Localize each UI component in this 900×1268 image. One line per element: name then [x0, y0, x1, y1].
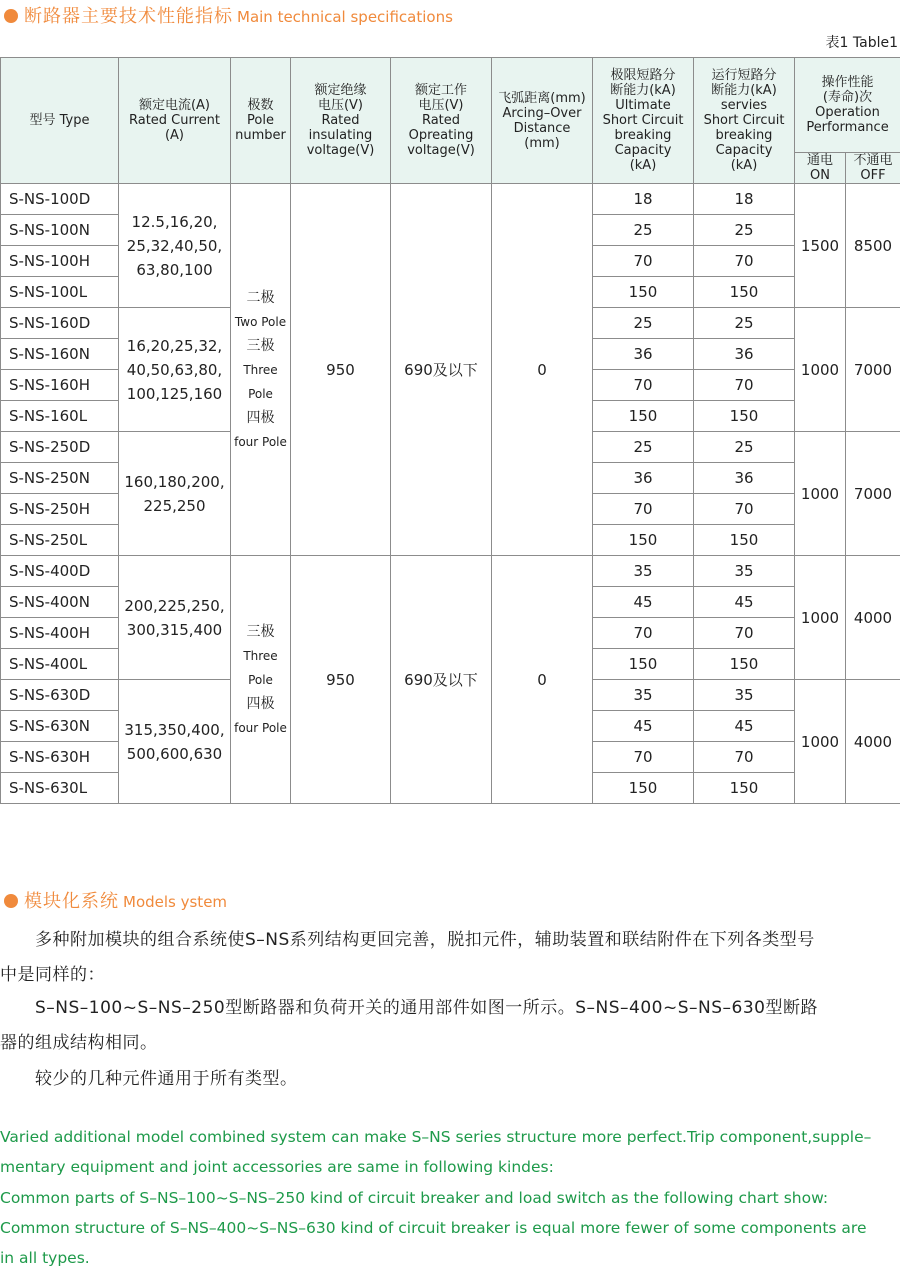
model-cell: S-NS-400H [1, 618, 119, 649]
ultimate-capacity-cell: 150 [593, 401, 694, 432]
pole-label-en: Three Pole [243, 648, 278, 687]
ultimate-capacity-cell: 70 [593, 494, 694, 525]
service-capacity-cell: 150 [694, 773, 795, 804]
model-cell: S-NS-630H [1, 742, 119, 773]
ultimate-capacity-cell: 150 [593, 773, 694, 804]
model-cell: S-NS-400L [1, 649, 119, 680]
rated-current-line: 160,180,200, [124, 472, 225, 491]
pole-label-en: Three Pole [243, 362, 278, 401]
header-arcing-distance: 飞弧距离(mm) Arcing–Over Distance (mm) [492, 58, 593, 184]
bullet-dot-icon [4, 894, 18, 908]
model-cell: S-NS-400D [1, 556, 119, 587]
ultimate-capacity-cell: 18 [593, 184, 694, 215]
header-insulating-voltage: 额定绝缘 电压(V) Rated insulating voltage(V) [291, 58, 391, 184]
header-type: 型号 Type [1, 58, 119, 184]
operation-on-cell: 1500 [795, 184, 846, 308]
rated-current-line: 12.5,16,20, [131, 212, 218, 231]
header-ultimate-capacity: 极限短路分 断能力(kA) Ultimate Short Circuit breaking Capacity (kA) [593, 58, 694, 184]
service-capacity-cell: 45 [694, 711, 795, 742]
ultimate-capacity-cell: 150 [593, 277, 694, 308]
header-rated-current: 额定电流(A) Rated Current (A) [119, 58, 231, 184]
operation-off-cell: 8500 [846, 184, 900, 308]
service-capacity-cell: 25 [694, 432, 795, 463]
header-on: 通电 ON [795, 153, 846, 184]
rated-current-cell [119, 432, 231, 556]
section-title-en: Main technical specifications [237, 8, 453, 26]
ultimate-capacity-cell: 25 [593, 215, 694, 246]
ultimate-capacity-cell: 35 [593, 680, 694, 711]
spec-table-body [1, 184, 900, 804]
model-cell: S-NS-250L [1, 525, 119, 556]
service-capacity-cell: 150 [694, 277, 795, 308]
spec-table [0, 57, 900, 804]
service-capacity-cell: 150 [694, 649, 795, 680]
service-capacity-cell: 150 [694, 525, 795, 556]
rated-current-line: 500,600,630 [126, 744, 223, 763]
operation-off-cell: 7000 [846, 432, 900, 556]
insulating-voltage-cell: 950 [291, 184, 391, 556]
operating-voltage-cell: 690及以下 [391, 556, 492, 804]
model-cell: S-NS-100D [1, 184, 119, 215]
pole-label-cn: 四极 [246, 409, 275, 426]
operation-on-cell: 1000 [795, 680, 846, 804]
operating-voltage-cell: 690及以下 [391, 184, 492, 556]
service-capacity-cell: 70 [694, 494, 795, 525]
model-cell: S-NS-160L [1, 401, 119, 432]
ultimate-capacity-cell: 70 [593, 370, 694, 401]
ultimate-capacity-cell: 150 [593, 525, 694, 556]
ultimate-capacity-cell: 36 [593, 339, 694, 370]
rated-current-line: 300,315,400 [126, 620, 223, 639]
ultimate-capacity-cell: 45 [593, 711, 694, 742]
model-cell: S-NS-630D [1, 680, 119, 711]
service-capacity-cell: 35 [694, 556, 795, 587]
paragraph-cn-line: 较少的几种元件通用于所有类型。 [0, 1069, 298, 1089]
paragraph-cn-line: 多种附加模块的组合系统使S–NS系列结构更回完善，脱扣元件，辅助装置和联结附件在下列各类型号 [0, 930, 815, 950]
service-capacity-cell: 36 [694, 339, 795, 370]
ultimate-capacity-cell: 70 [593, 742, 694, 773]
rated-current-line: 25,32,40,50, [126, 236, 223, 255]
paragraph-en-line: Varied additional model combined system can make S–NS series structure more perfect.Trip component,supple– [0, 1128, 872, 1146]
header-pole-number: 极数 Pole number [231, 58, 291, 184]
model-cell: S-NS-160D [1, 308, 119, 339]
rated-current-line: 315,350,400, [124, 720, 225, 739]
service-capacity-cell: 70 [694, 618, 795, 649]
table-row [1, 556, 900, 587]
service-capacity-cell: 25 [694, 215, 795, 246]
section-title-models [4, 887, 227, 913]
rated-current-line: 63,80,100 [136, 260, 213, 279]
pole-number-cell [231, 556, 291, 804]
section-title-specs [4, 2, 453, 28]
paragraph-cn-line: 器的组成结构相同。 [0, 1033, 158, 1053]
pole-label-cn: 四极 [246, 695, 275, 712]
operation-off-cell: 4000 [846, 680, 900, 804]
pole-number-cell [231, 184, 291, 556]
rated-current-cell [119, 308, 231, 432]
header-operation-performance: 操作性能 (寿命)次 Operation Performance [795, 58, 900, 153]
insulating-voltage-cell: 950 [291, 556, 391, 804]
model-cell: S-NS-100N [1, 215, 119, 246]
ultimate-capacity-cell: 35 [593, 556, 694, 587]
service-capacity-cell: 36 [694, 463, 795, 494]
model-cell: S-NS-250H [1, 494, 119, 525]
table-caption: 表1 Table1 [825, 35, 898, 51]
pole-label-cn: 三极 [246, 623, 275, 640]
ultimate-capacity-cell: 70 [593, 246, 694, 277]
rated-current-line: 225,250 [143, 496, 206, 515]
section-title-cn: 模块化系统 [24, 891, 119, 912]
model-cell: S-NS-100L [1, 277, 119, 308]
pole-label-en: four Pole [234, 720, 287, 735]
pole-label-cn: 三极 [246, 337, 275, 354]
service-capacity-cell: 70 [694, 370, 795, 401]
paragraph-en-line: Common parts of S–NS–100~S–NS–250 kind of circuit breaker and load switch as the following chart show: [0, 1189, 829, 1207]
service-capacity-cell: 70 [694, 742, 795, 773]
operation-on-cell: 1000 [795, 432, 846, 556]
rated-current-line: 40,50,63,80, [126, 360, 223, 379]
rated-current-line: 200,225,250, [124, 596, 225, 615]
operation-on-cell: 1000 [795, 556, 846, 680]
ultimate-capacity-cell: 70 [593, 618, 694, 649]
rated-current-cell [119, 680, 231, 804]
operation-on-cell: 1000 [795, 308, 846, 432]
bullet-dot-icon [4, 9, 18, 23]
rated-current-line: 16,20,25,32, [126, 336, 223, 355]
pole-label-cn: 二极 [246, 289, 275, 306]
rated-current-cell [119, 184, 231, 308]
model-cell: S-NS-400N [1, 587, 119, 618]
service-capacity-cell: 35 [694, 680, 795, 711]
service-capacity-cell: 70 [694, 246, 795, 277]
paragraph-en-line: in all types. [0, 1249, 90, 1267]
operation-off-cell: 7000 [846, 308, 900, 432]
service-capacity-cell: 45 [694, 587, 795, 618]
ultimate-capacity-cell: 25 [593, 308, 694, 339]
model-cell: S-NS-100H [1, 246, 119, 277]
header-off: 不通电 OFF [846, 153, 900, 184]
section-title-cn: 断路器主要技术性能指标 [24, 6, 233, 27]
header-operating-voltage: 额定工作 电压(V) Rated Opreating voltage(V) [391, 58, 492, 184]
arcing-distance-cell: 0 [492, 556, 593, 804]
ultimate-capacity-cell: 36 [593, 463, 694, 494]
service-capacity-cell: 150 [694, 401, 795, 432]
ultimate-capacity-cell: 150 [593, 649, 694, 680]
paragraph-cn-line: 中是同样的： [0, 965, 105, 985]
model-cell: S-NS-630N [1, 711, 119, 742]
ultimate-capacity-cell: 25 [593, 432, 694, 463]
operation-off-cell: 4000 [846, 556, 900, 680]
header-service-capacity: 运行短路分 断能力(kA) servies Short Circuit breaking Capacity (kA) [694, 58, 795, 184]
service-capacity-cell: 25 [694, 308, 795, 339]
rated-current-line: 100,125,160 [126, 384, 223, 403]
service-capacity-cell: 18 [694, 184, 795, 215]
ultimate-capacity-cell: 45 [593, 587, 694, 618]
table-row [1, 184, 900, 215]
section-title-en: Models ystem [123, 893, 228, 911]
model-cell: S-NS-630L [1, 773, 119, 804]
rated-current-cell [119, 556, 231, 680]
paragraph-en-line: mentary equipment and joint accessories are same in following kindes: [0, 1158, 554, 1176]
model-cell: S-NS-250N [1, 463, 119, 494]
pole-label-en: four Pole [234, 434, 287, 449]
model-cell: S-NS-250D [1, 432, 119, 463]
model-cell: S-NS-160N [1, 339, 119, 370]
pole-label-en: Two Pole [234, 314, 287, 329]
model-cell: S-NS-160H [1, 370, 119, 401]
paragraph-cn-line: S–NS–100~S–NS–250型断路器和负荷开关的通用部件如图一所示。S–NS–400~S–NS–630型断路 [0, 998, 818, 1018]
paragraph-en-line: Common structure of S–NS–400~S–NS–630 kind of circuit breaker is equal more fewer of some components are [0, 1219, 867, 1237]
arcing-distance-cell: 0 [492, 184, 593, 556]
